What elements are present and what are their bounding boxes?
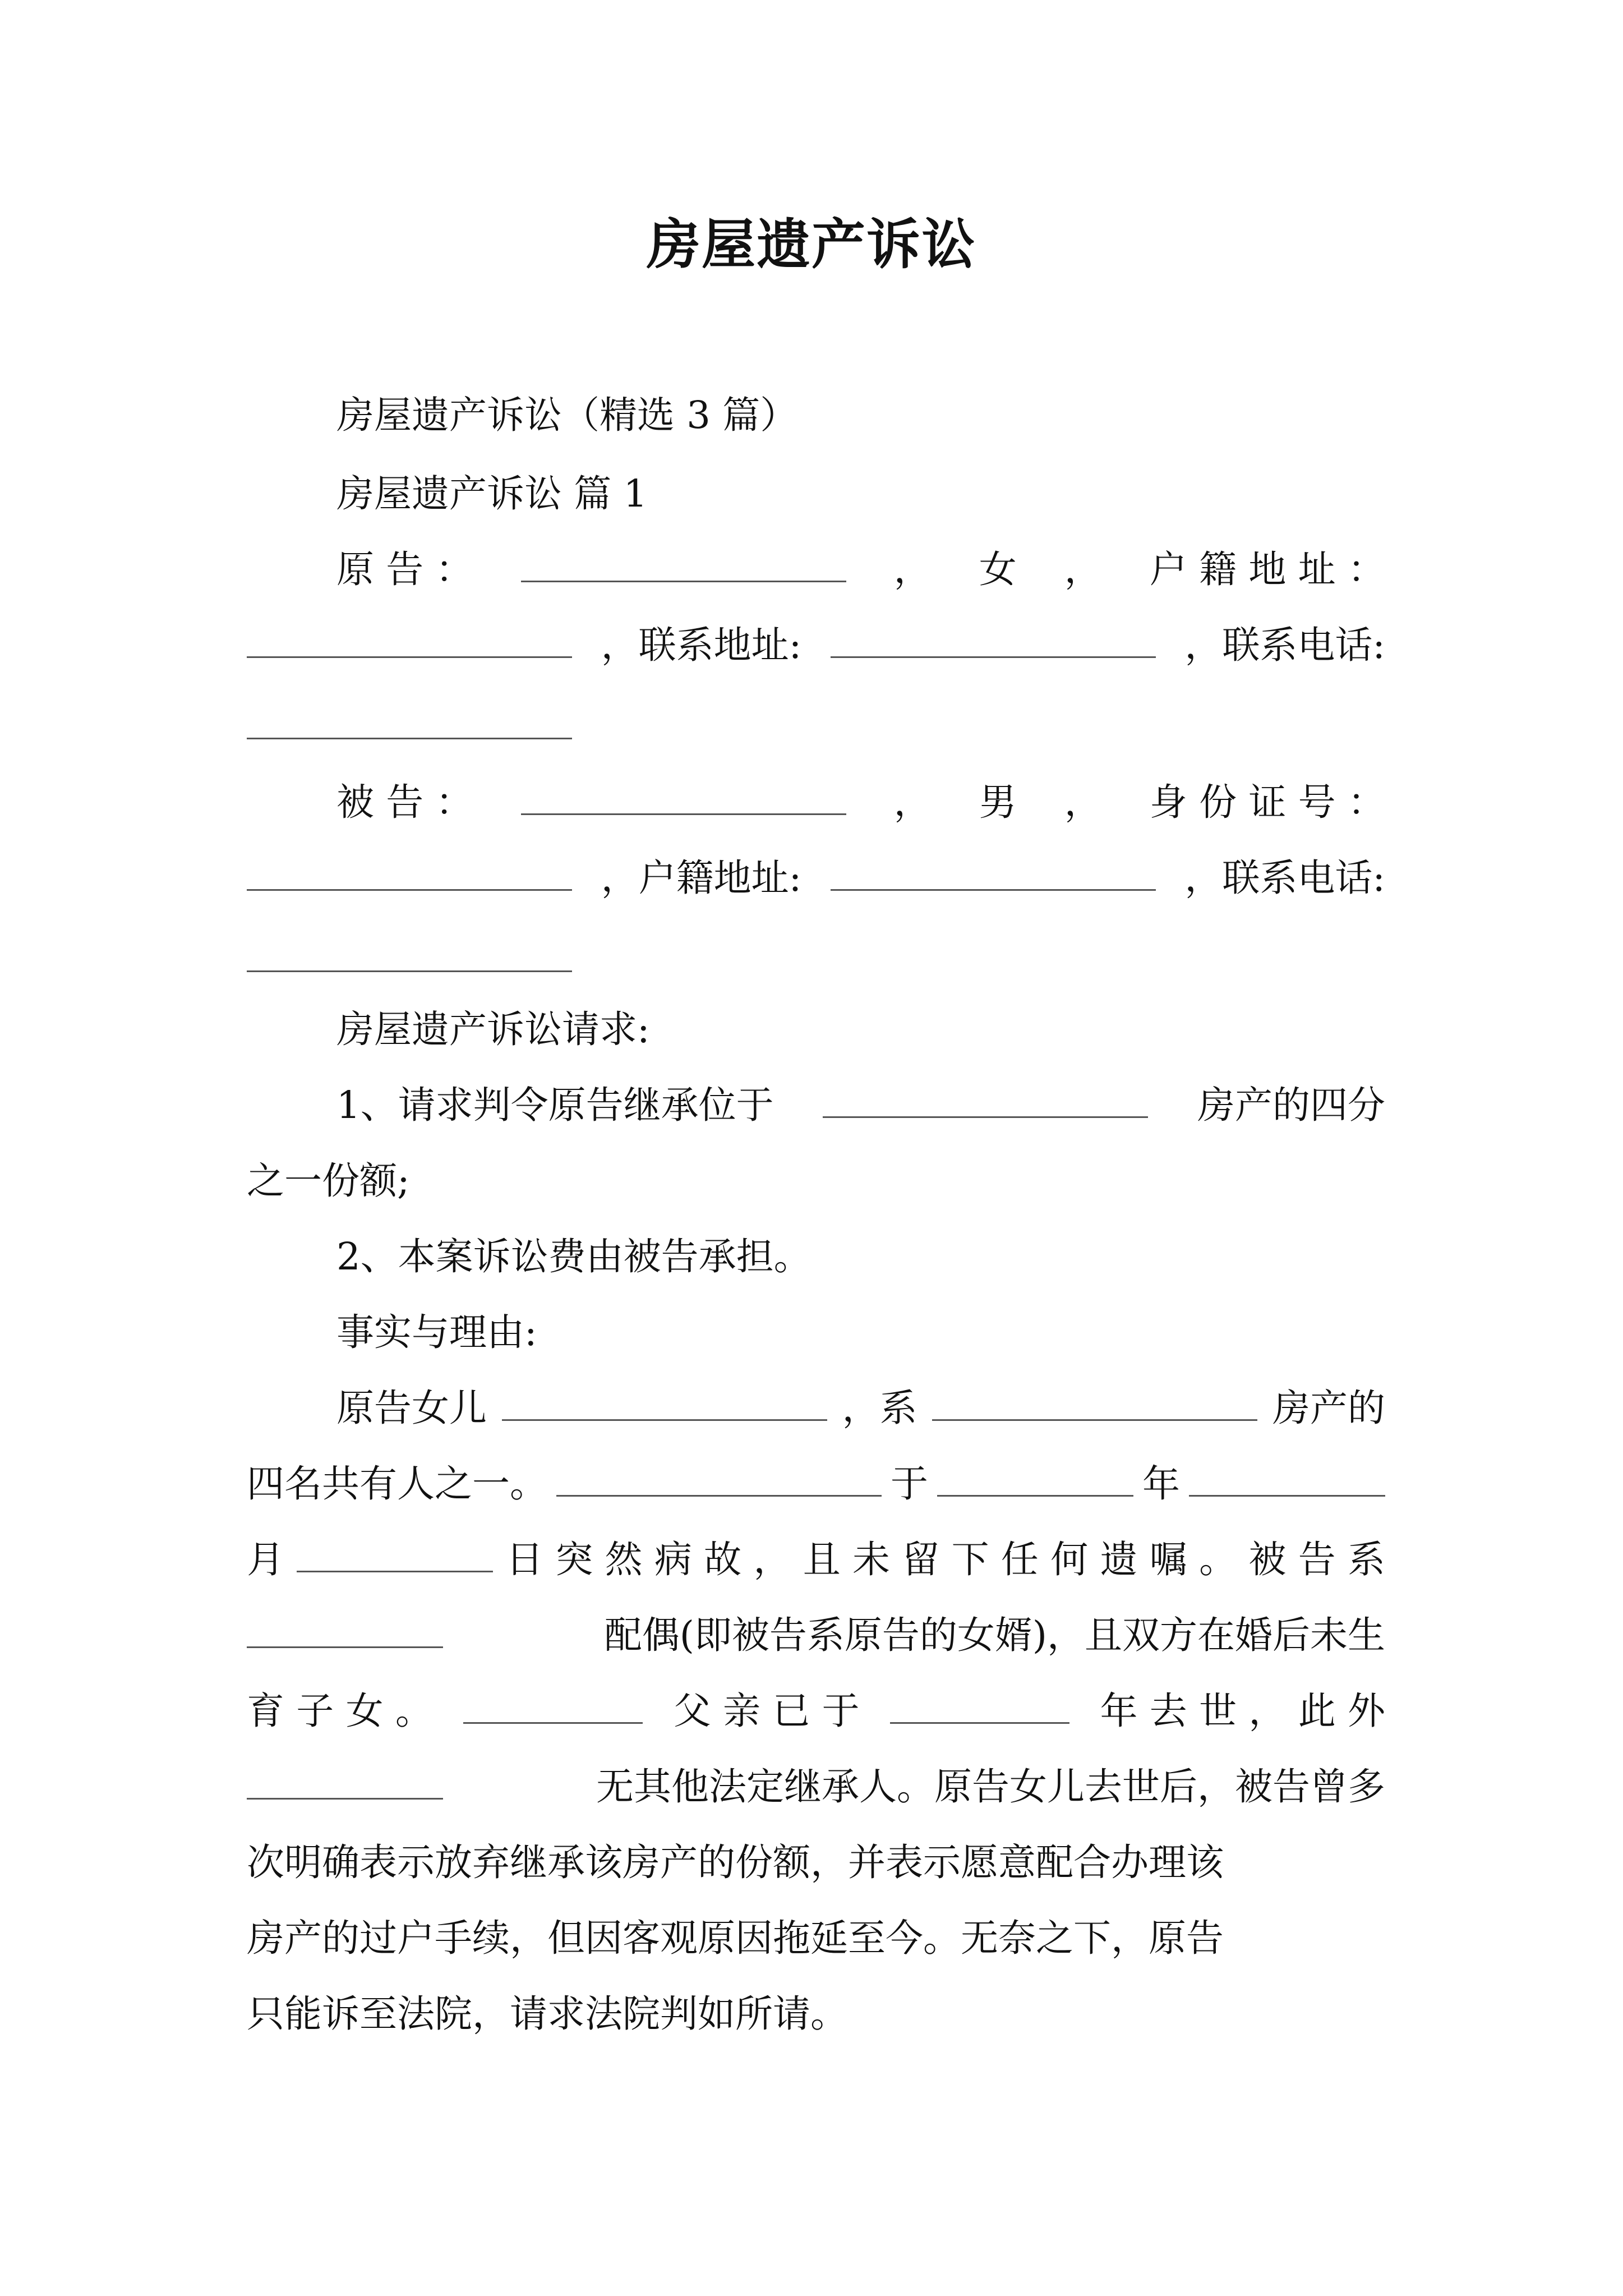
- blank-field: [247, 704, 572, 739]
- blank-field: [932, 1386, 1257, 1421]
- facts-text: 育 子 女 。: [247, 1689, 433, 1733]
- facts-text: 原告女儿: [336, 1386, 487, 1430]
- facts-line-8: 房产的过户手续，但因客观原因拖延至今。无奈之下，原告: [247, 1916, 1224, 1960]
- plaintiff-line-3: [247, 693, 1385, 749]
- claim-1-end: 之一份额;: [247, 1159, 410, 1203]
- plaintiff-line-2: [247, 617, 1385, 673]
- subtitle: 房屋遗产诉讼（精选 3 篇）: [336, 393, 798, 437]
- defendant-line-1: [336, 774, 1385, 830]
- facts-text: ，系: [842, 1386, 917, 1430]
- claims-heading: 房屋遗产诉讼请求:: [336, 1007, 650, 1051]
- claim-1-text: 1、请求判令原告继承位于: [336, 1083, 774, 1127]
- defendant-phone-label: 联系电话:: [1222, 856, 1385, 900]
- comma: ，: [1064, 547, 1102, 591]
- plaintiff-label: 原 告 ：: [336, 547, 473, 591]
- blank-field: [247, 1764, 443, 1800]
- facts-heading: 事实与理由:: [336, 1310, 537, 1354]
- blank-field: [247, 855, 572, 891]
- defendant-line-3: [247, 926, 1385, 982]
- facts-text: 配偶(即被告系原告的女婿)，且双方在婚后未生: [604, 1613, 1385, 1657]
- defendant-label: 被 告 ：: [336, 780, 473, 824]
- facts-text: 无其他法定继承人。原告女儿去世后，被告曾多: [596, 1765, 1385, 1809]
- facts-line-9: 只能诉至法院，请求法院判如所请。: [247, 1992, 848, 2036]
- blank-field: [937, 1461, 1133, 1497]
- comma: ，: [1184, 856, 1223, 900]
- blank-field: [521, 780, 846, 815]
- plaintiff-phone-label: 联系电话:: [1222, 623, 1385, 667]
- facts-text: 年: [1142, 1462, 1180, 1506]
- blank-field: [823, 1083, 1148, 1118]
- facts-text: 年 去 世 ， 此 外: [1100, 1689, 1385, 1733]
- comma: ，: [1184, 623, 1223, 667]
- blank-field: [247, 623, 572, 658]
- page-title: 房屋遗产诉讼: [647, 213, 976, 276]
- defendant-huji-label: 户籍地址:: [638, 856, 802, 900]
- blank-field: [297, 1537, 493, 1572]
- comma: ，: [1064, 780, 1102, 824]
- facts-line-2: [247, 1456, 1385, 1512]
- plaintiff-huji-label: 户 籍 地 址 ：: [1149, 547, 1385, 591]
- facts-text: 房产的: [1272, 1386, 1385, 1430]
- plaintiff-gender: 女: [979, 547, 1017, 591]
- blank-field: [556, 1461, 882, 1497]
- defendant-gender: 男: [979, 780, 1017, 824]
- defendant-id-label: 身 份 证 号 ：: [1149, 780, 1385, 824]
- blank-field: [890, 1688, 1069, 1724]
- plaintiff-line-1: [336, 541, 1385, 597]
- comma: ，: [893, 547, 932, 591]
- blank-field: [831, 623, 1156, 658]
- comma: ，: [601, 623, 639, 667]
- facts-line-5: [247, 1683, 1385, 1739]
- plaintiff-contact-address-label: 联系地址:: [638, 623, 802, 667]
- claim-1-text-cont: 房产的四分: [1197, 1083, 1385, 1127]
- blank-field: [247, 1613, 443, 1648]
- facts-text: 父 亲 已 于: [673, 1689, 860, 1733]
- facts-text: 日 突 然 病 故 ， 且 未 留 下 任 何 遗 嘱 。 被 告 系: [505, 1538, 1385, 1581]
- facts-text: 四名共有人之一。: [247, 1462, 547, 1506]
- facts-text: 于: [891, 1462, 928, 1506]
- blank-field: [502, 1386, 827, 1421]
- facts-line-4: [247, 1607, 1385, 1663]
- comma: ，: [601, 856, 639, 900]
- facts-line-7: 次明确表示放弃继承该房产的份额，并表示愿意配合办理该: [247, 1841, 1224, 1884]
- blank-field: [247, 937, 572, 972]
- section-heading: 房屋遗产诉讼 篇 1: [336, 472, 648, 516]
- facts-text: 月: [247, 1538, 284, 1581]
- blank-field: [831, 855, 1156, 891]
- blank-field: [521, 547, 846, 582]
- comma: ，: [893, 780, 932, 824]
- blank-field: [463, 1688, 643, 1724]
- defendant-line-2: [247, 850, 1385, 906]
- claim-1: [336, 1077, 1385, 1133]
- blank-field: [1189, 1461, 1385, 1497]
- facts-line-6: [247, 1759, 1385, 1815]
- claim-2: 2、本案诉讼费由被告承担。: [336, 1235, 811, 1278]
- facts-line-1: [336, 1380, 1385, 1436]
- facts-line-3: [247, 1531, 1385, 1588]
